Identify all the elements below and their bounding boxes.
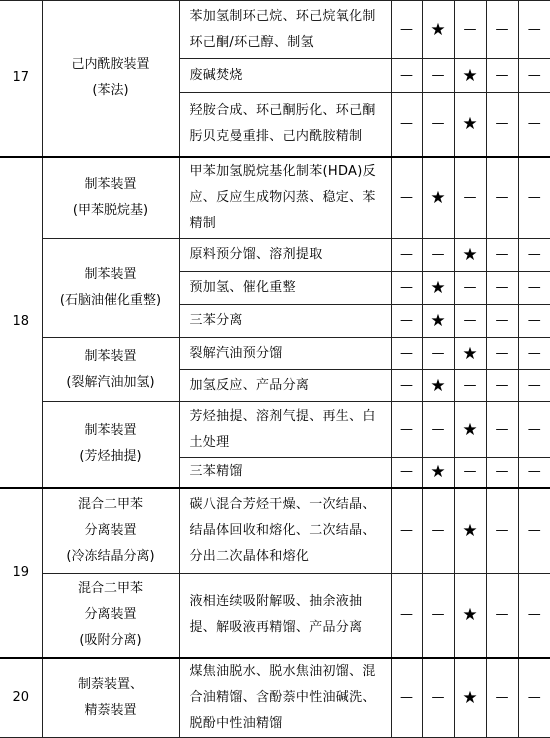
procedure-cell: 芳烃抽提、溶剂气提、再生、白土处理 xyxy=(179,402,391,458)
mark-cell: ★ xyxy=(454,402,486,458)
mark-cell: — xyxy=(486,488,518,574)
procedure-cell: 加氢反应、产品分离 xyxy=(179,370,391,402)
unit-xylene-crystallization-line-1: 混合二甲苯 xyxy=(77,496,143,512)
mark-cell: — xyxy=(391,338,422,370)
mark-cell: — xyxy=(518,458,550,488)
procedure-cell: 原料预分馏、溶剂提取 xyxy=(179,239,391,272)
mark-cell: — xyxy=(486,458,518,488)
item-number-20: 20 xyxy=(0,658,42,738)
unit-pygas-line-2: (裂解汽油加氢) xyxy=(66,374,155,390)
item-number-18: 18 xyxy=(0,157,42,488)
unit-naphthalene-line-1: 制萘装置、 xyxy=(77,676,143,692)
unit-pygas xyxy=(42,338,179,402)
mark-cell: — xyxy=(486,338,518,370)
unit-hda xyxy=(42,157,179,239)
mark-cell: — xyxy=(518,272,550,305)
mark-cell: ★ xyxy=(422,370,454,402)
mark-cell: ★ xyxy=(454,59,486,93)
mark-cell: — xyxy=(422,574,454,658)
unit-extraction-line-2: (芳烃抽提) xyxy=(79,449,142,465)
procedure-cell: 三苯精馏 xyxy=(179,458,391,488)
mark-cell: — xyxy=(391,157,422,239)
mark-cell: — xyxy=(391,1,422,59)
mark-cell: — xyxy=(391,239,422,272)
mark-cell: — xyxy=(391,574,422,658)
mark-cell: — xyxy=(518,338,550,370)
item-number-17: 17 xyxy=(0,1,42,157)
mark-cell: — xyxy=(422,59,454,93)
unit-xylene-adsorption-line-3: (吸附分离) xyxy=(79,633,142,649)
mark-cell: — xyxy=(486,305,518,338)
mark-cell: ★ xyxy=(454,488,486,574)
mark-cell: — xyxy=(486,658,518,738)
mark-cell: — xyxy=(391,59,422,93)
mark-cell: — xyxy=(422,93,454,157)
mark-cell: — xyxy=(486,239,518,272)
mark-cell: ★ xyxy=(422,458,454,488)
mark-cell: — xyxy=(518,157,550,239)
unit-naphthalene xyxy=(42,658,179,738)
procedure-cell: 羟胺合成、环己酮肟化、环己酮肟贝克曼重排、己内酰胺精制 xyxy=(179,93,391,157)
mark-cell: — xyxy=(486,402,518,458)
item-number-19: 19 xyxy=(0,488,42,658)
unit-hda-line-1: 制苯装置 xyxy=(84,176,137,192)
procedure-cell: 碳八混合芳烃干燥、一次结晶、结晶体回收和熔化、二次结晶、分出二次晶体和熔化 xyxy=(179,488,391,574)
unit-xylene-adsorption xyxy=(42,574,179,658)
unit-xylene-crystallization-line-3: (冷冻结晶分离) xyxy=(66,548,155,564)
unit-caprolactam-line-1: 己内酰胺装置 xyxy=(71,57,150,73)
mark-cell: — xyxy=(422,402,454,458)
mark-cell: ★ xyxy=(422,305,454,338)
procedure-cell: 煤焦油脱水、脱水焦油初馏、混合油精馏、含酚萘中性油碱洗、脱酚中性油精馏 xyxy=(179,658,391,738)
unit-xylene-crystallization-line-2: 分离装置 xyxy=(84,522,137,538)
mark-cell: — xyxy=(391,488,422,574)
mark-cell: — xyxy=(518,93,550,157)
mark-cell: — xyxy=(486,157,518,239)
mark-cell: ★ xyxy=(454,239,486,272)
mark-cell: — xyxy=(518,239,550,272)
mark-cell: — xyxy=(454,272,486,305)
unit-caprolactam-line-2: (苯法) xyxy=(92,83,129,99)
mark-cell: — xyxy=(454,370,486,402)
unit-extraction xyxy=(42,402,179,488)
mark-cell: — xyxy=(391,93,422,157)
mark-cell: — xyxy=(454,1,486,59)
unit-xylene-adsorption-line-1: 混合二甲苯 xyxy=(77,581,143,597)
procedure-cell: 预加氢、催化重整 xyxy=(179,272,391,305)
mark-cell: — xyxy=(422,338,454,370)
mark-cell: — xyxy=(518,488,550,574)
mark-cell: — xyxy=(422,239,454,272)
procedure-cell: 废碱焚烧 xyxy=(179,59,391,93)
mark-cell: ★ xyxy=(454,574,486,658)
mark-cell: — xyxy=(391,272,422,305)
unit-reforming xyxy=(42,239,179,338)
procedure-cell: 甲苯加氢脱烷基化制苯(HDA)反应、反应生成物闪蒸、稳定、苯精制 xyxy=(179,157,391,239)
mark-cell: ★ xyxy=(454,338,486,370)
procedure-cell: 苯加氢制环己烷、环己烷氧化制环己酮/环己醇、制氢 xyxy=(179,1,391,59)
mark-cell: — xyxy=(486,272,518,305)
mark-cell: — xyxy=(391,658,422,738)
unit-pygas-line-1: 制苯装置 xyxy=(84,348,137,364)
unit-xylene-crystallization xyxy=(42,488,179,574)
unit-reforming-line-2: (石脑油催化重整) xyxy=(59,293,162,308)
mark-cell: — xyxy=(518,1,550,59)
mark-cell: — xyxy=(518,59,550,93)
unit-extraction-line-1: 制苯装置 xyxy=(84,423,137,439)
mark-cell: ★ xyxy=(422,1,454,59)
mark-cell: — xyxy=(486,574,518,658)
mark-cell: ★ xyxy=(454,93,486,157)
unit-reforming-line-1: 制苯装置 xyxy=(84,267,137,282)
mark-cell: — xyxy=(391,305,422,338)
mark-cell: — xyxy=(518,305,550,338)
mark-cell: — xyxy=(454,305,486,338)
mark-cell: — xyxy=(486,370,518,402)
mark-cell: — xyxy=(391,402,422,458)
mark-cell: ★ xyxy=(422,157,454,239)
mark-cell: — xyxy=(422,488,454,574)
mark-cell: — xyxy=(486,93,518,157)
mark-cell: — xyxy=(518,370,550,402)
mark-cell: — xyxy=(486,1,518,59)
mark-cell: — xyxy=(391,370,422,402)
mark-cell: — xyxy=(454,157,486,239)
unit-xylene-adsorption-line-2: 分离装置 xyxy=(84,607,137,623)
mark-cell: ★ xyxy=(422,272,454,305)
mark-cell: — xyxy=(454,458,486,488)
unit-caprolactam xyxy=(42,1,179,157)
mark-cell: — xyxy=(518,402,550,458)
mark-cell: — xyxy=(486,59,518,93)
mark-cell: — xyxy=(518,658,550,738)
mark-cell: ★ xyxy=(454,658,486,738)
procedure-cell: 三苯分离 xyxy=(179,305,391,338)
procedure-cell: 液相连续吸附解吸、抽余液抽提、解吸液再精馏、产品分离 xyxy=(179,574,391,658)
mark-cell: — xyxy=(391,458,422,488)
mark-cell: — xyxy=(422,658,454,738)
procedure-cell: 裂解汽油预分馏 xyxy=(179,338,391,370)
unit-hda-line-2: (甲苯脱烷基) xyxy=(72,202,149,218)
mark-cell: — xyxy=(518,574,550,658)
unit-naphthalene-line-2: 精萘装置 xyxy=(84,702,137,718)
